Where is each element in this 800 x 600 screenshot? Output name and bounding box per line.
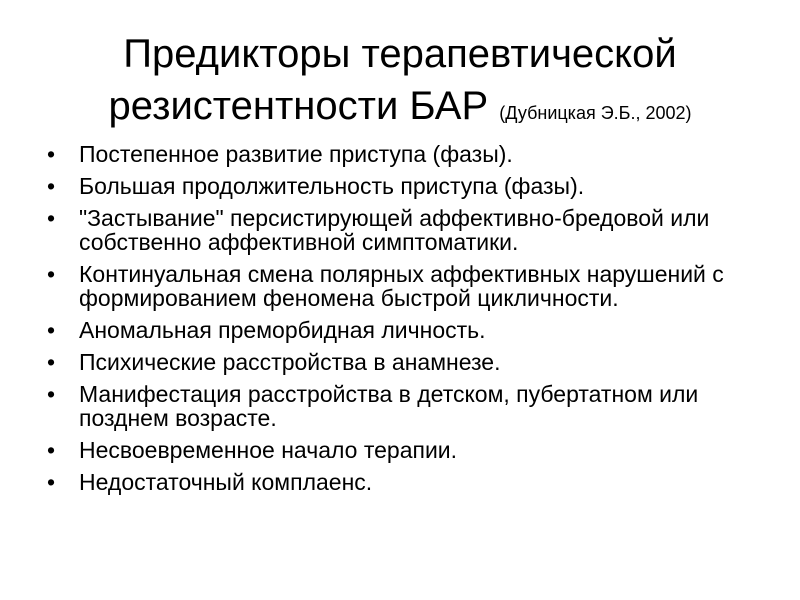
- list-item-text: Манифестация расстройства в детском, пубертатном или позднем возрасте.: [79, 381, 699, 431]
- list-item: [45, 262, 750, 310]
- bullet-marker: •: [47, 469, 56, 495]
- list-item-text: Аномальная преморбидная личность.: [79, 317, 486, 343]
- list-item-text: Психические расстройства в анамнезе.: [79, 349, 501, 375]
- list-item: [45, 382, 750, 430]
- list-item-text: "Застывание" персистирующей аффективно-бредовой или собственно аффективной симптоматики.: [79, 205, 710, 255]
- bullet-marker: •: [47, 437, 56, 463]
- list-item-text: Несвоевременное начало терапии.: [79, 437, 458, 463]
- list-item: [45, 438, 750, 462]
- list-item-text: Континуальная смена полярных аффективных нарушений с формированием феномена быстрой цикличности.: [79, 261, 724, 311]
- bullet-marker: •: [47, 141, 56, 167]
- title-main: Предикторы терапевтической резистентности БАР: [108, 32, 677, 128]
- list-item-text: Большая продолжительность приступа (фазы).: [79, 173, 585, 199]
- bullet-marker: •: [47, 261, 56, 287]
- list-item: [45, 470, 750, 494]
- list-item: [45, 174, 750, 198]
- slide-title: [40, 28, 760, 132]
- bullet-marker: •: [47, 381, 56, 407]
- list-item-text: Постепенное развитие приступа (фазы).: [79, 141, 513, 167]
- bullet-marker: •: [47, 317, 56, 343]
- list-item: [45, 142, 750, 166]
- title-source: (Дубницкая Э.Б., 2002): [499, 103, 692, 123]
- list-item: [45, 206, 750, 254]
- list-item-text: Недостаточный комплаенс.: [79, 469, 373, 495]
- list-item: [45, 318, 750, 342]
- bullet-marker: •: [47, 173, 56, 199]
- bullet-marker: •: [47, 205, 56, 231]
- bullet-list: [45, 142, 750, 502]
- bullet-marker: •: [47, 349, 56, 375]
- list-item: [45, 350, 750, 374]
